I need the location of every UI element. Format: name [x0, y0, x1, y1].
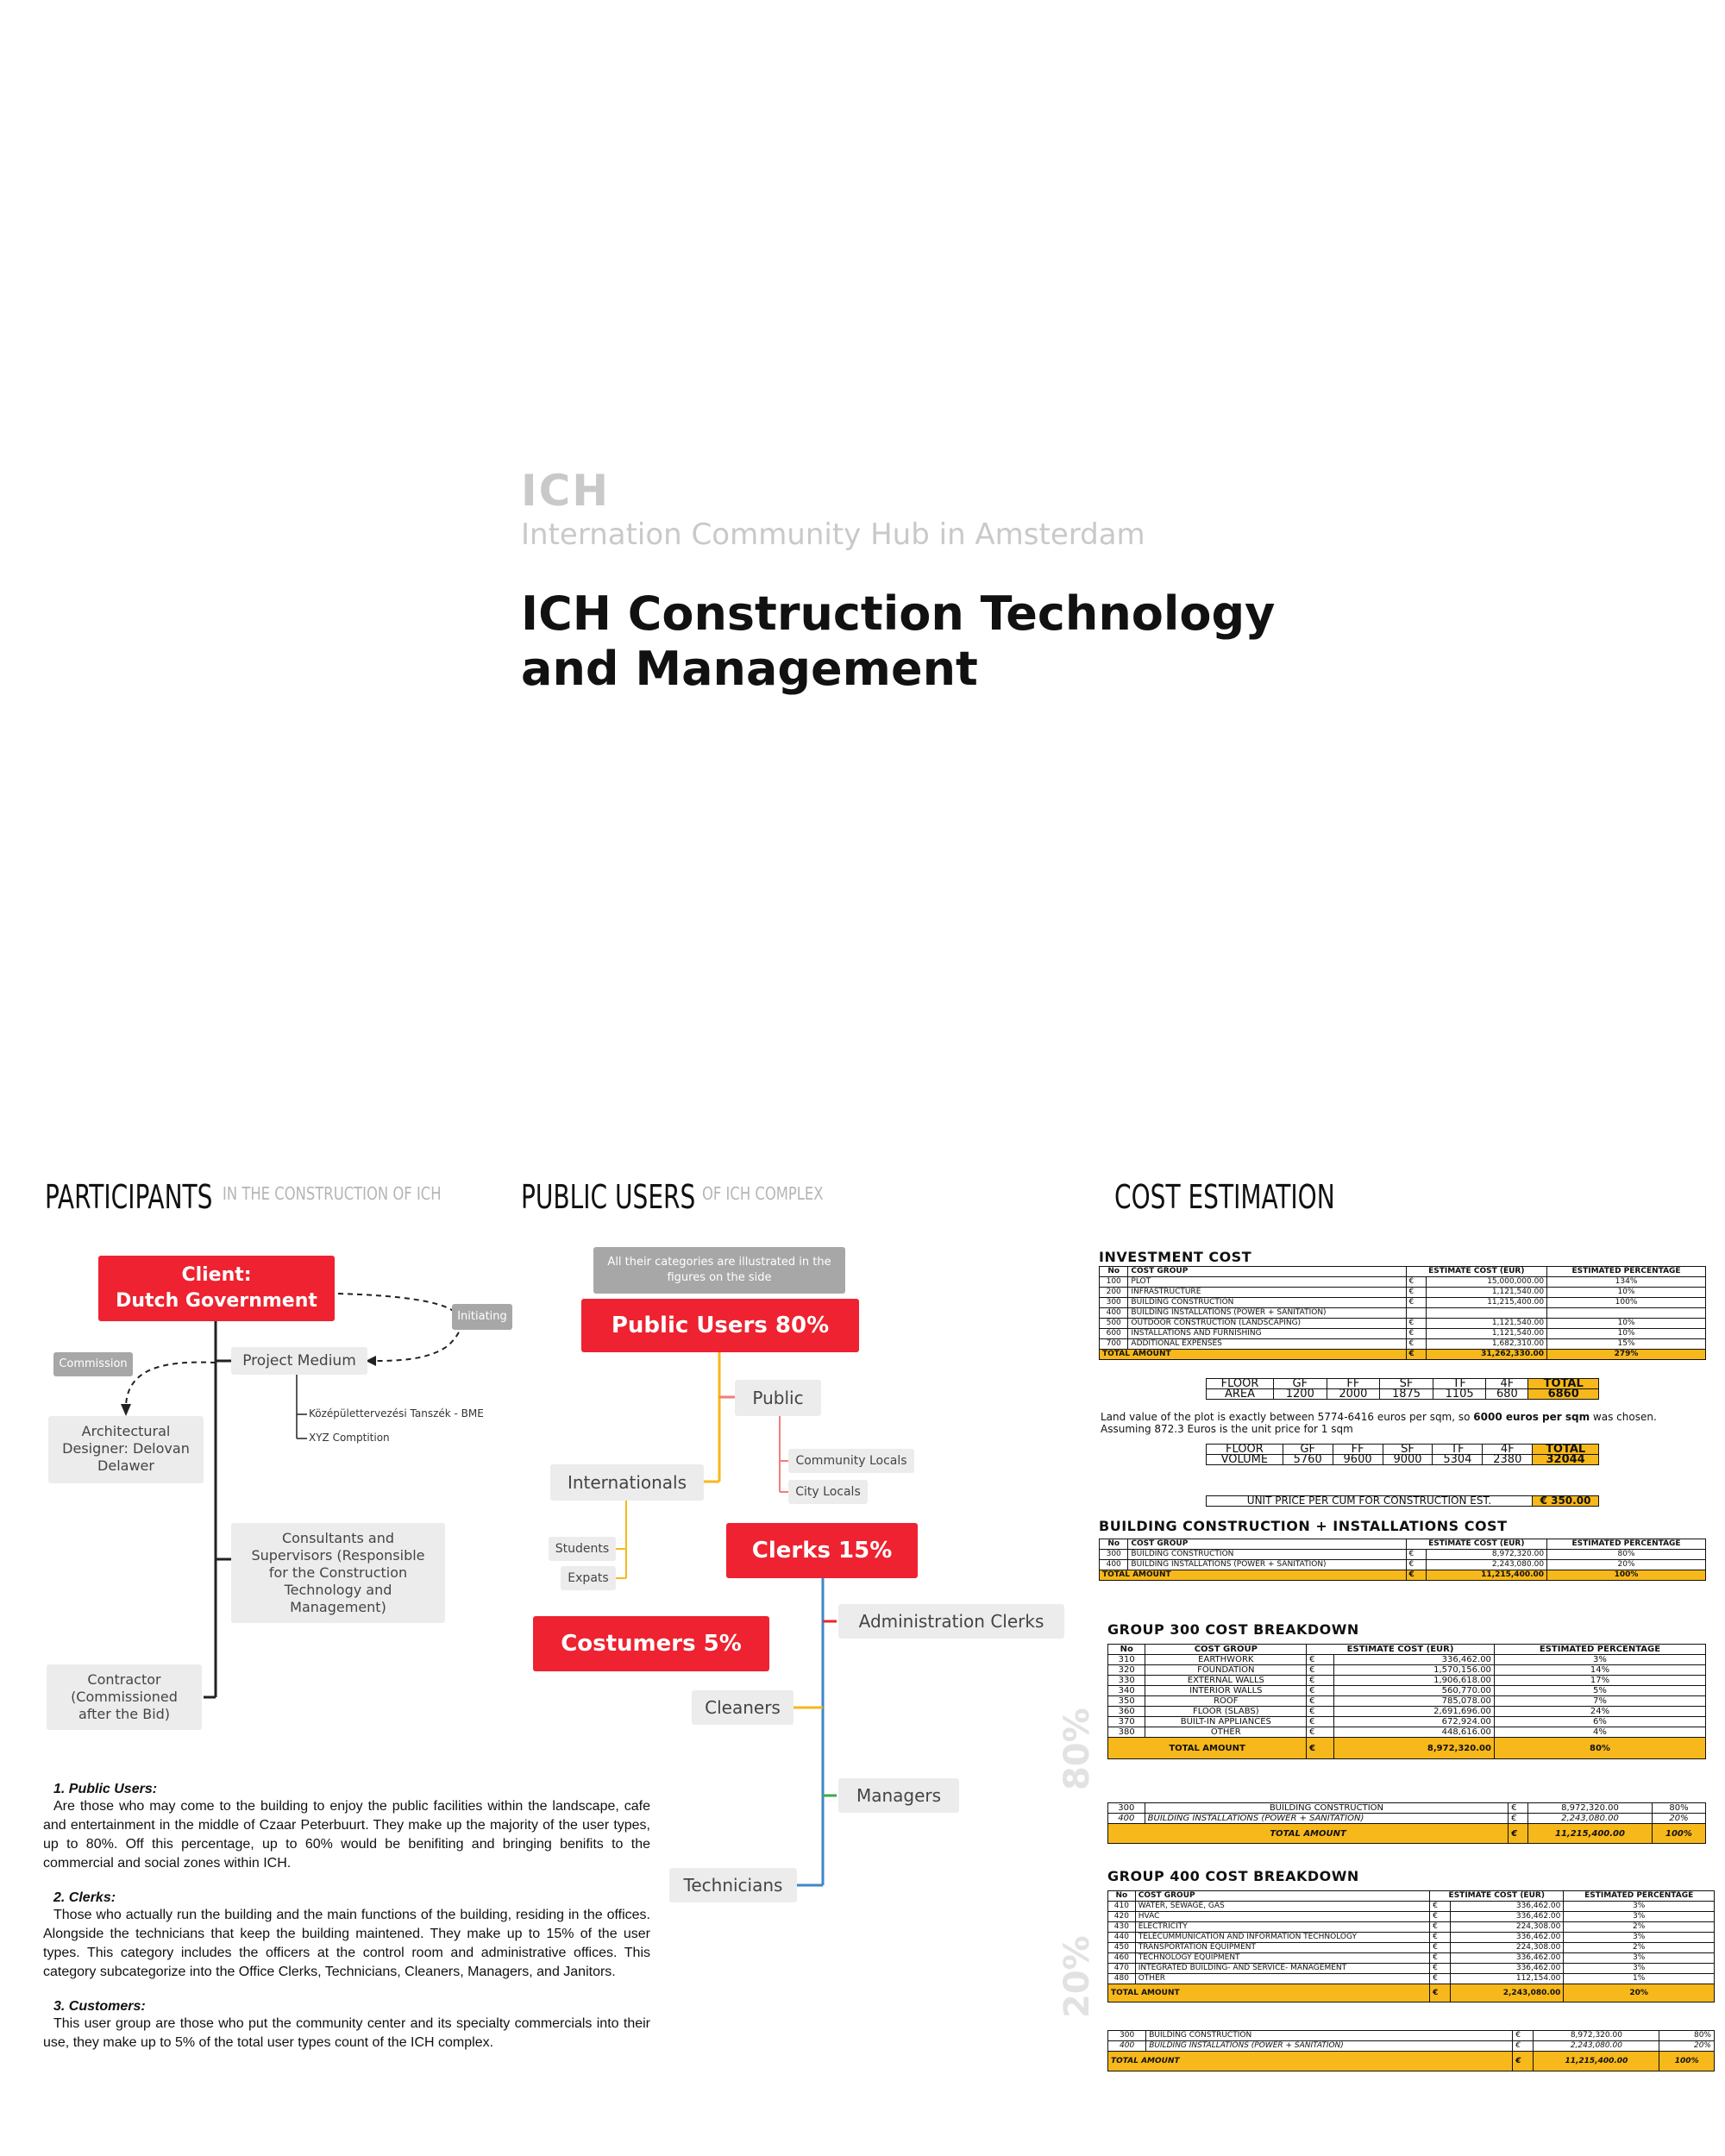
table-row: 380 OTHER € 448,616.00 4%: [1108, 1727, 1706, 1738]
summary-table-2: [1107, 2030, 1715, 2071]
th-pct: ESTIMATED PERCENTAGE: [1547, 1267, 1706, 1277]
vertical-20-label: 20%: [1057, 1935, 1097, 2018]
total-row: TOTAL AMOUNT € 31,262,330.00 279%: [1100, 1350, 1706, 1360]
table-row: 370 BUILT-IN APPLIANCES € 672,924.00 6%: [1108, 1717, 1706, 1727]
ich-long-title: Internation Community Hub in Amsterdam: [521, 517, 1145, 552]
table-row: 500 OUTDOOR CONSTRUCTION (LANDSCAPING) € 1,121,540.00 10%: [1100, 1319, 1706, 1329]
p2-text: Those who actually run the building and the main functions of the building, residing in the offices. Alongside the technicians that keep the building maintened. They make up to 15% of the user types. This category includes the officers at the control room and administrative offices. This category subcategorize into the Office Clerks, Technicians, Cleaners, Managers, and Janitors.: [43, 1908, 650, 1979]
public-box: Public: [735, 1380, 821, 1416]
client-box: Client: Dutch Government: [98, 1256, 335, 1321]
vertical-80-label: 80%: [1057, 1708, 1097, 1790]
table-row: 400 BUILDING INSTALLATIONS (POWER + SANITATION) € 2,243,080.00 20%: [1108, 1814, 1706, 1824]
bci-table: No COST GROUP ESTIMATE COST (EUR) ESTIMATED PERCENTAGE 300 BUILDING CONSTRUCTION € 8,972,320.00 80% 400 BUILDING INSTALLATIONS (POWER + SANITATION) € 2,243,080.00 20% TOTAL AMOUNT € 11,215,400.00 100%: [1099, 1539, 1706, 1581]
medium-option-b: XYZ Comptition: [309, 1432, 390, 1444]
cost-estimation-heading: COST ESTIMATION: [1114, 1178, 1335, 1216]
table-row: 410 WATER, SEWAGE, GAS € 336,462.00 3%: [1108, 1902, 1715, 1912]
investment-cost-table: [1099, 1266, 1706, 1360]
title-line-2: and Management: [521, 642, 978, 696]
group-400-table: No COST GROUP ESTIMATE COST (EUR) ESTIMATED PERCENTAGE 410 WATER, SEWAGE, GAS € 336,462.00 3% 420 HVAC € 336,462.00 3% 430 ELECTRICITY € 224,308.00 2% 440 TELECUMMUNICATION AND INFORMATION TECHNOLOGY € 336,462.00 3% 450 TRANSPORTATION EQUIPMENT € 224,308.00 2% 460 TECHNOLOGY EQUIPMENT € 336,462.00 3% 470 INTEGRATED BUILDING- AND SERVICE- MANAGEMENT € 336,462.00 3% 480 OTHER € 112,154.00 1% TOTAL AMOUNT € 2,243,080.00 20%: [1107, 1890, 1715, 2002]
commission-tag: Commission: [53, 1352, 133, 1376]
table-row: 400 BUILDING INSTALLATIONS (POWER + SANITATION): [1100, 1308, 1706, 1319]
total-row: TOTAL AMOUNT € 11,215,400.00 100%: [1108, 2052, 1715, 2071]
table-row: 450 TRANSPORTATION EQUIPMENT € 224,308.00 2%: [1108, 1943, 1715, 1953]
managers-box: Managers: [838, 1778, 959, 1813]
cleaners-box: Cleaners: [692, 1690, 794, 1725]
table-row: 470 INTEGRATED BUILDING- AND SERVICE- MANAGEMENT € 336,462.00 3%: [1108, 1964, 1715, 1974]
table-row: 700 ADDITIONAL EXPENSES € 1,682,310.00 15%: [1100, 1339, 1706, 1350]
unit-price-table: UNIT PRICE PER CUM FOR CONSTRUCTION EST. € 350.00: [1206, 1495, 1599, 1507]
internationals-box: Internationals: [550, 1464, 704, 1501]
p1-title: 1. Public Users:: [53, 1782, 158, 1796]
table-row: 460 TECHNOLOGY EQUIPMENT € 336,462.00 3%: [1108, 1953, 1715, 1964]
investment-cost-title: INVESTMENT COST: [1099, 1249, 1252, 1265]
user-descriptions: [43, 1782, 650, 2053]
title-line-1: ICH Construction Technology: [521, 586, 1276, 641]
p3-title: 3. Customers:: [53, 1999, 146, 2014]
p3-text: This user group are those who put the community center and its specialty commercials into their use, they make up to 5% of the total user types count of the ICH complex.: [43, 2016, 650, 2050]
table-row: 400 BUILDING INSTALLATIONS (POWER + SANITATION) € 2,243,080.00 20%: [1108, 2041, 1715, 2052]
table-row: 440 TELECUMMUNICATION AND INFORMATION TECHNOLOGY € 336,462.00 3%: [1108, 1933, 1715, 1943]
project-medium-box: Project Medium: [231, 1347, 367, 1375]
table-row: 300 BUILDING CONSTRUCTION € 8,972,320.00 80%: [1108, 1803, 1706, 1814]
expats-box: Expats: [561, 1566, 616, 1590]
group-300-table: No COST GROUP ESTIMATE COST (EUR) ESTIMATED PERCENTAGE 310 EARTHWORK € 336,462.00 3% 320 FOUNDATION € 1,570,156.00 14% 330 EXTERNAL WALLS € 1,906,618.00 17% 340 INTERIOR WALLS € 560,770.00 5% 350 ROOF € 785,078.00 7% 360 FLOOR (SLABS) € 2,691,696.00 24% 370 BUILT-IN APPLIANCES € 672,924.00 6% 380 OTHER € 448,616.00 4% TOTAL AMOUNT € 8,972,320.00 80%: [1107, 1644, 1706, 1759]
table-row: 350 ROOF € 785,078.00 7%: [1108, 1696, 1706, 1707]
table-row: 200 INFRASTRUCTURE € 1,121,540.00 10%: [1100, 1288, 1706, 1298]
table-row: 300 BUILDING CONSTRUCTION € 8,972,320.00 80%: [1100, 1550, 1706, 1560]
initiating-tag: Initiating: [452, 1304, 512, 1330]
public-users-subheading: OF ICH COMPLEX: [702, 1183, 824, 1204]
technicians-box: Technicians: [669, 1868, 797, 1902]
public-users-note: All their categories are illustrated in the figures on the side: [593, 1247, 845, 1294]
table-row: 100 PLOT € 15,000,000.00 134%: [1100, 1277, 1706, 1288]
floor-area-table: FLOOR GF FF SF TF 4F TOTAL AREA 1200 2000 1875 1105 680 6860: [1206, 1378, 1599, 1400]
table-row: 300 BUILDING CONSTRUCTION € 8,972,320.00 80%: [1108, 2031, 1715, 2041]
city-locals-box: City Locals: [788, 1480, 868, 1504]
th-cost: ESTIMATE COST (EUR): [1406, 1267, 1547, 1277]
total-row: TOTAL AMOUNT € 11,215,400.00 100%: [1108, 1824, 1706, 1844]
table-row: 400 BUILDING INSTALLATIONS (POWER + SANITATION) € 2,243,080.00 20%: [1100, 1560, 1706, 1570]
administration-clerks-box: Administration Clerks: [838, 1604, 1064, 1639]
public-users-heading: PUBLIC USERS: [521, 1178, 696, 1216]
participants-subheading: IN THE CONSTRUCTION OF ICH: [223, 1183, 442, 1204]
public-users-80-box: Public Users 80%: [581, 1299, 859, 1352]
consultants-box: Consultants and Supervisors (Responsible for the Construction Technology and Management): [231, 1523, 445, 1623]
participants-heading: PARTICIPANTS: [45, 1178, 213, 1216]
students-box: Students: [549, 1537, 616, 1561]
p1-text: Are those who may come to the building to enjoy the public facilities within the landscape, cafe and entertainment in the middle of Czaar Peterbuurt. They make up the majority of the user types, up to 80%. Off this percentage, up to 60% would be benifiting and bringing benifits to the commercial and social zones within ICH.: [43, 1799, 650, 1871]
community-locals-box: Community Locals: [788, 1449, 914, 1473]
contractor-box: Contractor (Commissioned after the Bid): [47, 1664, 202, 1730]
table-row: 340 INTERIOR WALLS € 560,770.00 5%: [1108, 1686, 1706, 1696]
table-row: 600 INSTALLATIONS AND FURNISHING € 1,121,540.00 10%: [1100, 1329, 1706, 1339]
total-row: TOTAL AMOUNT € 11,215,400.00 100%: [1100, 1570, 1706, 1581]
ich-short-title: ICH: [521, 466, 611, 516]
th-group: COST GROUP: [1128, 1267, 1406, 1277]
medium-option-a: Középülettervezési Tanszék - BME: [309, 1407, 484, 1420]
table-row: 430 ELECTRICITY € 224,308.00 2%: [1108, 1922, 1715, 1933]
table-row: 320 FOUNDATION € 1,570,156.00 14%: [1108, 1665, 1706, 1676]
table-row: 300 BUILDING CONSTRUCTION € 11,215,400.00 100%: [1100, 1298, 1706, 1308]
total-row: TOTAL AMOUNT € 2,243,080.00 20%: [1108, 1984, 1715, 2002]
table-row: 420 HVAC € 336,462.00 3%: [1108, 1912, 1715, 1922]
floor-volume-table: FLOOR GF FF SF TF 4F TOTAL VOLUME 5760 9600 9000 5304 2380 32044: [1206, 1444, 1599, 1465]
p2-title: 2. Clerks:: [53, 1890, 116, 1905]
architect-box: Architectural Designer: Delovan Delawer: [48, 1416, 204, 1483]
total-row: TOTAL AMOUNT € 8,972,320.00 80%: [1108, 1738, 1706, 1759]
summary-table-1: [1107, 1802, 1706, 1844]
bci-title: BUILDING CONSTRUCTION + INSTALLATIONS COST: [1099, 1518, 1508, 1534]
costumers-5-box: Costumers 5%: [533, 1616, 769, 1671]
th-no: No: [1100, 1267, 1128, 1277]
table-row: 330 EXTERNAL WALLS € 1,906,618.00 17%: [1108, 1676, 1706, 1686]
table-row: 360 FLOOR (SLABS) € 2,691,696.00 24%: [1108, 1707, 1706, 1717]
table-row: 480 OTHER € 112,154.00 1%: [1108, 1974, 1715, 1984]
land-value-note: Land value of the plot is exactly between 5774-6416 euros per sqm, so 6000 euros per sqm was chosen. Assuming 872.3 Euros is the unit price for 1 sqm: [1101, 1411, 1657, 1435]
group-300-title: GROUP 300 COST BREAKDOWN: [1107, 1621, 1359, 1638]
table-row: 310 EARTHWORK € 336,462.00 3%: [1108, 1655, 1706, 1665]
group-400-title: GROUP 400 COST BREAKDOWN: [1107, 1868, 1359, 1884]
clerks-15-box: Clerks 15%: [726, 1523, 918, 1578]
